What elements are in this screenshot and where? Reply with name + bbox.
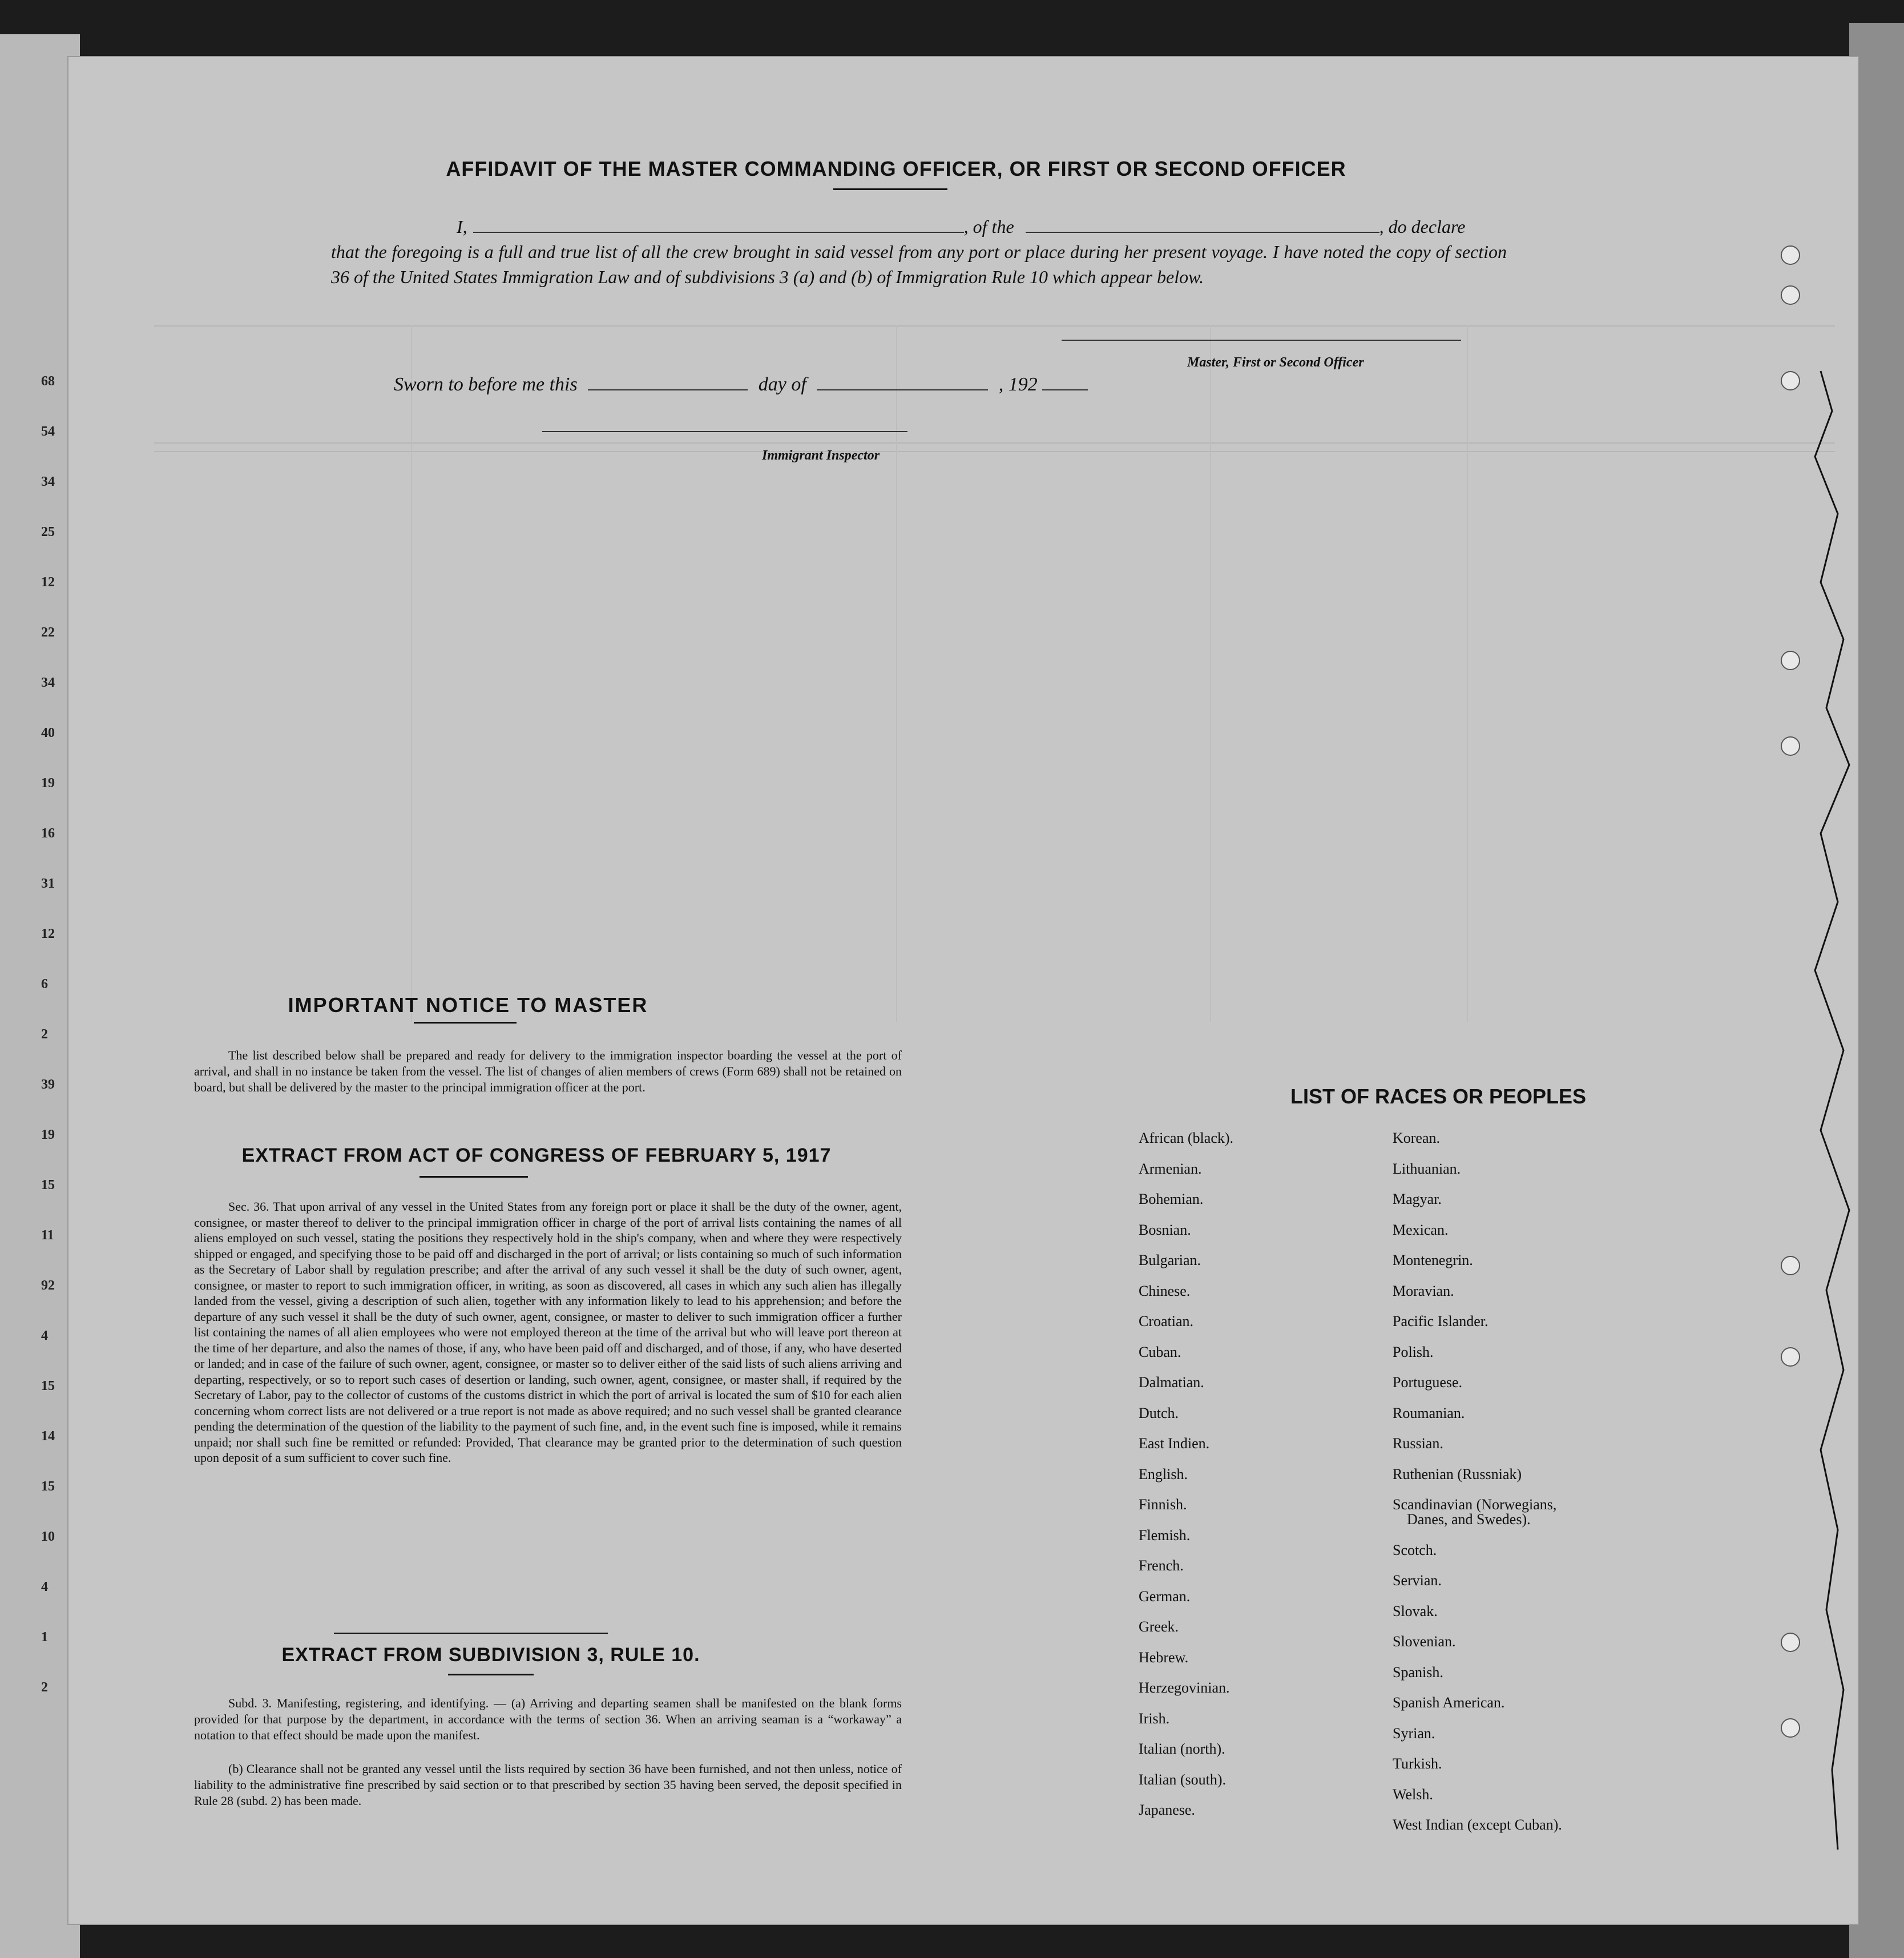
race-item: Scotch. [1393, 1541, 1437, 1558]
margin-number: 2 [41, 1027, 48, 1042]
binder-hole [1781, 651, 1800, 670]
race-item: Armenian. [1139, 1160, 1202, 1177]
master-name-blank[interactable] [473, 218, 964, 233]
margin-number: 16 [41, 826, 55, 841]
day-of-label: day of [758, 374, 806, 395]
race-item: Japanese. [1139, 1802, 1195, 1818]
race-item: French. [1139, 1557, 1184, 1574]
margin-number: 19 [41, 776, 55, 791]
rule-extract-text-b: (b) Clearance shall not be granted any vessel until the lists required by section 36 have been furnished, and not then unless, notice of liability to the administrative fine prescribed by said section or to that prescribed by section 35 having been served, the deposit specified in Rule 28 (subd. 2) has been made. [194, 1762, 902, 1808]
margin-number: 68 [41, 374, 55, 389]
binder-hole [1781, 1256, 1800, 1275]
race-item: Pacific Islander. [1393, 1313, 1488, 1329]
race-item: Korean. [1393, 1130, 1441, 1146]
race-item: Scandinavian (Norwegians, [1393, 1496, 1557, 1513]
race-item: Welsh. [1393, 1786, 1433, 1803]
rule-underline [448, 1674, 534, 1675]
margin-number: 12 [41, 575, 55, 590]
margin-number: 14 [41, 1429, 55, 1444]
race-item: Flemish. [1139, 1526, 1191, 1544]
ghost-rule [411, 325, 412, 1022]
margin-number: 15 [41, 1178, 55, 1192]
notice-underline [414, 1022, 517, 1024]
act-extract-title: EXTRACT FROM ACT OF CONGRESS OF FEBRUARY 5, 1917 [241, 1145, 832, 1166]
margin-number: 15 [41, 1479, 55, 1494]
race-item: Dutch. [1139, 1404, 1179, 1421]
notice-text: The list described below shall be prepared and ready for delivery to the immigration inspector boarding the vessel at the port of arrival, and shall in no instance be taken from the vessel. The list of changes of alien members of crews (Form 689) shall not be retained on board, but shall be delivered by the master to the principal immigration officer at the port. [194, 1048, 902, 1094]
sworn-day-blank[interactable] [588, 376, 748, 390]
race-item: Servian. [1393, 1572, 1442, 1589]
master-signature-label: Master, First or Second Officer [1187, 355, 1364, 370]
rule-extract-text-a: Subd. 3. Manifesting, registering, and identifying. — (a) Arriving and departing seamen shall be manifested on the blank forms provided for that purpose by the department, in accordance with the terms of section 36. When an arriving seaman is a “workaway” a notation to that effect should be made upon the manifest. [194, 1696, 902, 1742]
notice-title: IMPORTANT NOTICE TO MASTER [288, 993, 648, 1017]
year-label: , 192 [998, 374, 1038, 395]
affidavit-declaration [331, 214, 1507, 289]
adjacent-page-edge [0, 34, 80, 1958]
rule-separator [334, 1633, 608, 1634]
race-item: Finnish. [1139, 1496, 1187, 1513]
master-signature-line[interactable] [1062, 340, 1461, 341]
binder-hole [1781, 1347, 1800, 1367]
race-item: African (black). [1139, 1130, 1234, 1146]
margin-number: 25 [41, 525, 55, 539]
race-item: Danes, and Swedes). [1407, 1511, 1531, 1528]
document-sheet [68, 57, 1858, 1924]
race-item: Irish. [1139, 1710, 1170, 1727]
ghost-rule [154, 442, 1835, 444]
race-item: East Indien. [1139, 1435, 1210, 1452]
margin-number: 10 [41, 1529, 55, 1544]
races-title: LIST OF RACES OR PEOPLES [1290, 1085, 1587, 1108]
rule-extract-title: EXTRACT FROM SUBDIVISION 3, RULE 10. [281, 1644, 700, 1666]
margin-number: 4 [41, 1580, 48, 1594]
of-the-label: , of the [963, 216, 1014, 237]
binder-hole [1781, 736, 1800, 756]
race-item: Roumanian. [1393, 1404, 1465, 1421]
ghost-rule [896, 325, 897, 1022]
race-item: Italian (south). [1139, 1771, 1227, 1788]
race-item: Polish. [1393, 1343, 1434, 1360]
race-item: Herzegovinian. [1139, 1679, 1230, 1696]
i-label: I, [457, 216, 467, 237]
binder-hole [1781, 245, 1800, 265]
binder-hole [1781, 285, 1800, 305]
binder-hole [1781, 371, 1800, 390]
margin-number: 22 [41, 625, 55, 640]
inspector-signature-line[interactable] [542, 431, 907, 432]
race-item: Montenegrin. [1393, 1252, 1473, 1268]
margin-number: 19 [41, 1127, 55, 1142]
race-item: Croatian. [1139, 1313, 1194, 1329]
race-item: Moravian. [1393, 1282, 1454, 1299]
race-item: German. [1139, 1588, 1191, 1605]
ghost-rule [1467, 325, 1468, 1022]
race-item: Lithuanian. [1393, 1160, 1461, 1177]
margin-number: 12 [41, 926, 55, 941]
race-item: Slovenian. [1393, 1633, 1456, 1650]
inspector-label: Immigrant Inspector [762, 448, 880, 463]
margin-number: 1 [41, 1630, 48, 1645]
race-item: Hebrew. [1139, 1649, 1189, 1666]
sworn-label: Sworn to before me this [394, 374, 578, 395]
margin-number: 40 [41, 726, 55, 740]
race-item: Greek. [1139, 1618, 1179, 1635]
race-item: Syrian. [1393, 1725, 1435, 1742]
race-item: Spanish. [1393, 1663, 1443, 1681]
declaration-text: that the foregoing is a full and true list of all the crew brought in said vessel from any port or place during her present voyage. I have noted the copy of section 36 of the United States Immigration Law and of subdivisions 3 (a) and (b) of Immigration Rule 10 which appear below. [331, 241, 1507, 287]
binder-hole [1781, 1718, 1800, 1738]
race-item: Russian. [1393, 1435, 1443, 1452]
margin-number: 54 [41, 424, 55, 439]
race-item: Bohemian. [1139, 1191, 1204, 1207]
ghost-rule [1210, 325, 1211, 1022]
race-item: Magyar. [1393, 1191, 1442, 1207]
ghost-rule [154, 451, 1835, 452]
sworn-line [394, 374, 1088, 396]
sworn-month-blank[interactable] [817, 376, 988, 390]
race-item: English. [1139, 1465, 1188, 1482]
race-item: West Indian (except Cuban). [1393, 1816, 1562, 1833]
race-item: Slovak. [1393, 1602, 1438, 1619]
margin-number: 92 [41, 1278, 55, 1293]
race-item: Chinese. [1139, 1282, 1191, 1299]
race-item: Italian (north). [1139, 1741, 1225, 1757]
race-item: Portuguese. [1393, 1374, 1463, 1391]
margin-number: 31 [41, 876, 55, 891]
race-item: Bosnian. [1139, 1221, 1191, 1238]
race-item: Cuban. [1139, 1343, 1181, 1360]
vessel-name-blank[interactable] [1026, 218, 1379, 233]
margin-number: 34 [41, 675, 55, 690]
margin-number: 34 [41, 474, 55, 489]
race-item: Dalmatian. [1139, 1374, 1204, 1391]
do-declare-label: , do declare [1379, 216, 1466, 237]
race-item: Mexican. [1393, 1221, 1449, 1238]
margin-number: 39 [41, 1077, 55, 1092]
race-item: Spanish American. [1393, 1694, 1505, 1711]
margin-number: 4 [41, 1328, 48, 1343]
title-underline [833, 188, 947, 190]
race-item: Ruthenian (Russniak) [1393, 1465, 1522, 1482]
affidavit-title: AFFIDAVIT OF THE MASTER COMMANDING OFFICER, OR FIRST OR SECOND OFFICER [446, 157, 1346, 180]
act-underline [419, 1176, 528, 1178]
margin-number: 11 [41, 1228, 54, 1243]
act-extract-text: Sec. 36. That upon arrival of any vessel in the United States from any foreign port or place it shall be the duty of the owner, agent, consignee, or master thereof to deliver to the principal immigration officer in charge of the port of arrival lists containing the names of all aliens employed on such vessel, stating the positions they respectively hold in the ship's company, when and where they were respectively shipped or engaged, and specifying those to be paid off and discharged in the port of arrival; or lists containing so much of such information as the Secretary of Labor shall by regulation prescribe; and after the arrival of any such vessel it shall be the duty of such owner, agent, consignee, or master to report to such immigration officer, in writing, as soon as discovered, all cases in which any such alien has illegally landed from the vessel, giving a description of such alien, together with any information likely to lead to his apprehension; and before the departure of any such vessel it shall be the duty of such owner, agent, consignee, or master to deliver to such immigration officer a further list containing the names of all alien employees who were not employed thereon at the time of the arrival but who will leave port thereon at the time of her departure, and also the names of those, if any, who have been paid off and discharged, and of those, if any, who have deserted or landed; and in case of the failure of such owner, agent, consignee, or master so to deliver either of the said lists of such aliens arriving and departing, respectively, or so to report such cases of desertion or landing, such owner, agent, consignee, or master shall, if required by the Secretary of Labor, pay to the collector of customs of the customs district in which the port of arrival is located the sum of $10 for each alien concerning whom correct lists are not delivered or a true report is not made as above required; and no such vessel shall be granted clearance pending the determination of the question of the liability to the payment of such fine, and, in the event such fine is imposed, while it remains unpaid; nor shall such fine be remitted or refunded: Provided, That clearance may be granted prior to the determination of such question upon deposit of a sum sufficient to cover such fine. [194, 1199, 902, 1465]
race-item: Bulgarian. [1139, 1252, 1201, 1268]
ghost-rule [154, 325, 1835, 327]
margin-number: 2 [41, 1680, 48, 1695]
race-item: Turkish. [1393, 1755, 1442, 1772]
margin-number: 6 [41, 977, 48, 992]
binder-hole [1781, 1633, 1800, 1652]
handwritten-marks [1798, 365, 1866, 1907]
sworn-year-blank[interactable] [1042, 376, 1088, 390]
margin-number: 15 [41, 1379, 55, 1393]
